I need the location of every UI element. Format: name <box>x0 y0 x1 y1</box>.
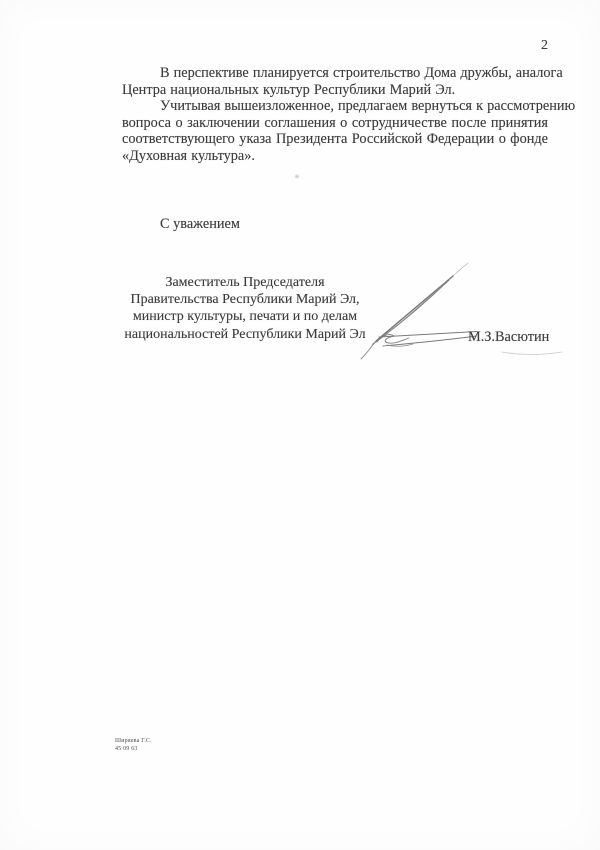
signer-title-line: министр культуры, печати и по делам <box>132 309 358 325</box>
signer-title-line: национальностей Республики Марий Эл <box>124 326 366 342</box>
body-paragraph-line: вопроса о заключении соглашения о сотрудничестве после принятия <box>122 114 548 131</box>
body-paragraph-line: Учитывая вышеизложенное, предлагаем вернуться к рассмотрению <box>160 98 576 115</box>
handwritten-signature <box>348 252 573 367</box>
signer-name: М.З.Васютин <box>468 329 550 345</box>
executor-name: Ширяева Г.С. <box>115 738 152 744</box>
body-paragraph-line: В перспективе планируется строительство Дома дружбы, аналога <box>160 65 563 81</box>
body-paragraph-line: «Духовная культура». <box>122 147 255 164</box>
signer-title-line: Правительства Республики Марий Эл, <box>130 292 360 308</box>
executor-note <box>115 738 152 753</box>
scan-artifact-speck <box>294 174 300 179</box>
signer-title-block <box>118 274 372 343</box>
closing-salutation: С уважением <box>160 216 240 232</box>
signer-title-line: Заместитель Председателя <box>165 275 325 290</box>
page-number: 2 <box>541 38 548 53</box>
body-paragraph-line: Центра национальных культур Республики Марий Эл. <box>122 81 456 98</box>
letter-body <box>122 65 576 165</box>
body-paragraph-line: соответствующего указа Президента Российской Федерации о фонде <box>122 131 548 148</box>
executor-phone: 45 09 63 <box>115 745 138 752</box>
